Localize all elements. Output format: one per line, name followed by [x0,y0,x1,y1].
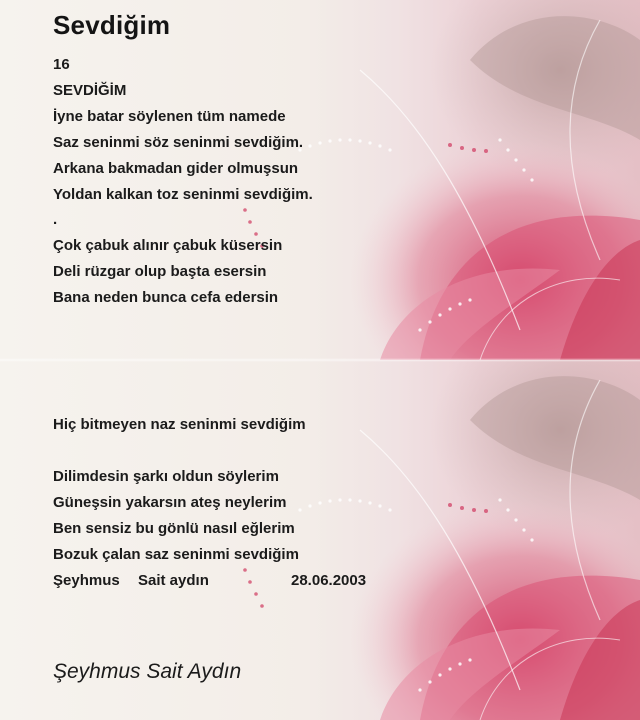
poem-line: Ben sensiz bu gönlü nasıl eğlerim [53,520,295,537]
poem-line: İyne batar söylenen tüm namede [53,108,286,125]
poem-number: 16 [53,56,70,73]
poem-line: Bana neden bunca cefa edersin [53,289,279,306]
poem-title: Sevdiğim [53,10,171,40]
poem-line: Dilimdesin şarkı oldun söylerim [53,468,279,485]
panel-divider [0,358,640,362]
poem-line: Deli rüzgar olup başta esersin [53,263,267,280]
poem-line: Çok çabuk alınır çabuk küsersin [53,237,283,254]
poem-line: Bozuk çalan saz seninmi sevdiğim [53,546,299,563]
poem-line: Hiç bitmeyen naz seninmi sevdiğim [53,416,306,433]
byline-first-name: Şeyhmus [53,572,120,589]
poem-line: . [53,211,58,228]
poem-line: Yoldan kalkan toz seninmi sevdiğim. [53,186,313,203]
poem-line: Arkana bakmadan gider olmuşsun [53,160,299,177]
poem-heading: SEVDİĞİM [53,82,127,99]
author-signature: Şeyhmus Sait Aydın [53,660,242,683]
poem-line: Güneşsin yakarsın ateş neylerim [53,494,287,511]
byline-last-name: Sait aydın [138,572,209,589]
poem-line: Saz seninmi söz seninmi sevdiğim. [53,134,304,151]
byline-date: 28.06.2003 [291,572,367,589]
